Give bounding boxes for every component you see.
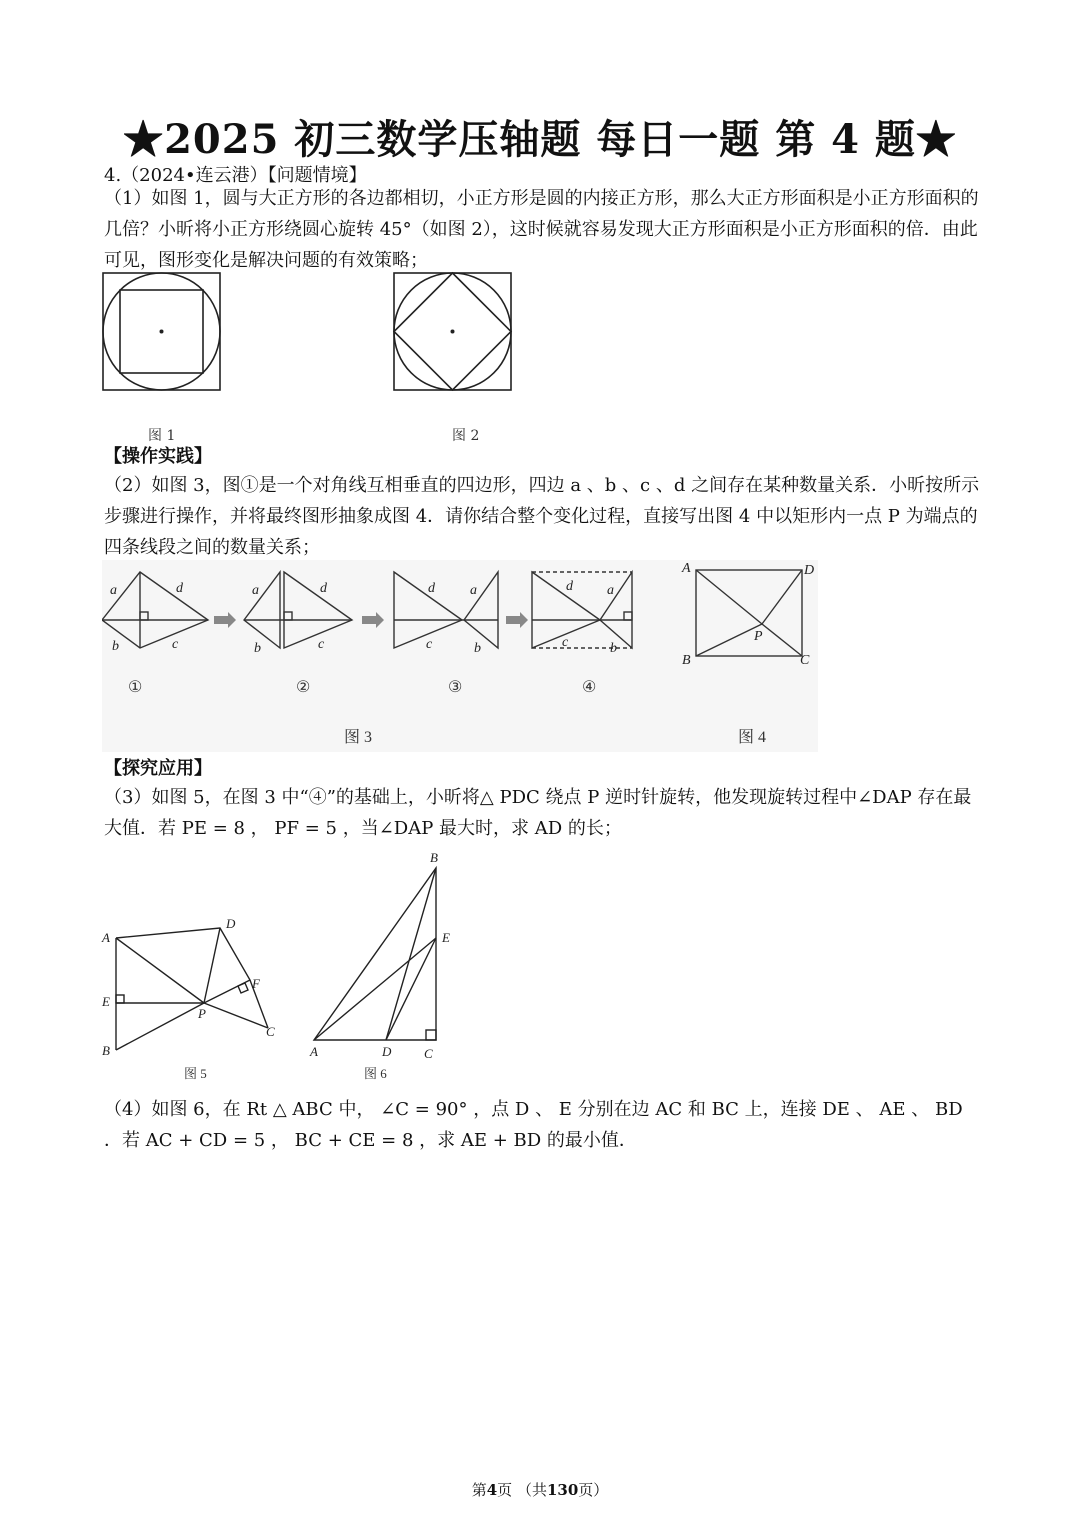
figure-5-6: [100, 850, 460, 1082]
step-3: ③: [448, 679, 463, 696]
problem-header: 4.（2024•连云港）【问题情境】: [104, 165, 367, 186]
point-D: D: [804, 563, 815, 578]
footer-page: 4: [486, 1481, 498, 1499]
part1-text: （1）如图 1，圆与大正方形的各边都相切，小正方形是圆的内接正方形，那么大正方形面积是小正方形面积的几倍？小昕将小正方形绕圆心旋转 45°（如图 2），这时候就容易发现大正方形面积是小正方形面积的倍．由此可见，图形变化是解决问题的有效策略；: [104, 188, 979, 271]
section-practice: 【操作实践】: [104, 446, 212, 467]
side-label-d-3: d: [428, 581, 435, 596]
point-P: P: [754, 629, 763, 644]
fig5-point-F: F: [252, 976, 260, 991]
point-C: C: [800, 653, 810, 668]
figure-3-4: [102, 560, 818, 752]
side-label-c-3: c: [426, 637, 433, 652]
side-label-c: c: [172, 637, 179, 652]
fig6-caption: 图 6: [364, 1066, 387, 1081]
fig6-point-C: C: [424, 1046, 433, 1061]
fig5-point-D: D: [226, 916, 236, 931]
fig5-point-C: C: [266, 1024, 275, 1039]
side-label-d-4: d: [566, 579, 573, 594]
side-label-c-4: c: [562, 635, 569, 650]
point-A: A: [682, 561, 691, 576]
footer-mid: 页 （共: [497, 1481, 547, 1499]
fig6-point-E: E: [442, 930, 450, 945]
fig5-point-B: B: [102, 1043, 110, 1058]
fig6-point-B: B: [430, 850, 438, 865]
fig1-caption: 图 1: [148, 428, 176, 444]
side-label-a: a: [110, 583, 117, 598]
side-label-b: b: [112, 639, 119, 654]
fig5-caption: 图 5: [184, 1066, 207, 1081]
side-label-c-2: c: [318, 637, 325, 652]
step-1: ①: [128, 679, 143, 696]
footer-prefix: 第: [471, 1481, 487, 1499]
side-label-b-3: b: [474, 641, 481, 656]
step-4: ④: [582, 679, 597, 696]
fig5-point-P: P: [198, 1006, 206, 1021]
figure-1: [103, 273, 220, 390]
fig5-point-A: A: [102, 930, 110, 945]
side-label-b-4: b: [610, 641, 617, 656]
fig5-point-E: E: [102, 994, 110, 1009]
side-label-b-2: b: [254, 641, 261, 656]
fig6-point-D: D: [382, 1044, 392, 1059]
side-label-a-4: a: [607, 583, 614, 598]
figure-1-2: [100, 270, 530, 422]
footer-total: 130: [546, 1481, 579, 1499]
fig2-caption: 图 2: [452, 428, 480, 444]
figure-2: [394, 273, 511, 390]
side-label-d-2: d: [320, 581, 327, 596]
part2-text: （2）如图 3，图①是一个对角线互相垂直的四边形，四边 a 、b 、c 、d 之间存在某种数量关系．小昕按所示步骤进行操作，并将最终图形抽象成图 4．请你结合整个变化过程，直接写出图 4 中以矩形内一点 P 为端点的四条线段之间的数量关系；: [104, 475, 980, 558]
fig6-point-A: A: [310, 1044, 318, 1059]
part3-text: （3）如图 5，在图 3 中“④”的基础上，小昕将△ PDC 绕点 P 逆时针旋转，他发现旋转过程中∠DAP 存在最大值．若 PE = 8 ， PF = 5 ，当∠DAP 最大时，求 AD 的长；: [104, 787, 972, 839]
page-footer: [0, 1479, 1080, 1500]
page-title: ★2025 初三数学压轴题 每日一题 第 4 题★: [123, 116, 957, 163]
point-B: B: [682, 653, 691, 668]
fig4-caption: 图 4: [738, 729, 767, 746]
side-label-d: d: [176, 581, 183, 596]
side-label-a-3: a: [470, 583, 477, 598]
section-application: 【探究应用】: [104, 758, 212, 779]
side-label-a-2: a: [252, 583, 259, 598]
fig3-caption: 图 3: [344, 729, 373, 746]
step-2: ②: [296, 679, 311, 696]
part4-text: （4）如图 6，在 Rt △ ABC 中， ∠C = 90° ，点 D 、 E 分别在边 AC 和 BC 上，连接 DE 、 AE 、 BD ．若 AC + CD = 5 ， BC + CE = 8 ，求 AE + BD 的最小值．: [104, 1099, 963, 1151]
footer-suffix: 页）: [578, 1481, 609, 1499]
